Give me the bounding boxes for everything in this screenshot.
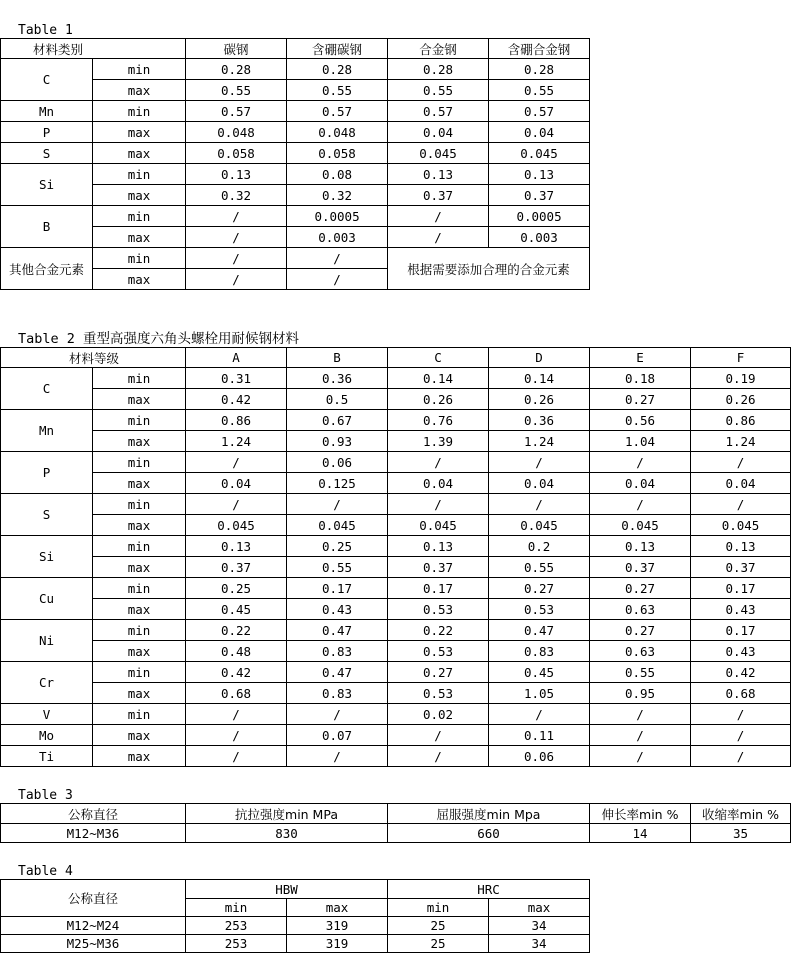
value-cell: 0.07 <box>287 725 388 746</box>
value-cell: 0.045 <box>388 143 489 164</box>
table4-cell: M12~M24 <box>1 917 186 935</box>
value-cell: 0.04 <box>489 473 590 494</box>
value-cell: 1.05 <box>489 683 590 704</box>
value-cell: 0.37 <box>590 557 691 578</box>
table2-col-header: F <box>691 348 791 368</box>
value-cell: 1.24 <box>691 431 791 452</box>
table1-composition <box>0 38 590 290</box>
table4-cell: 34 <box>489 935 590 953</box>
value-cell: 0.18 <box>590 368 691 389</box>
value-cell: 0.53 <box>388 683 489 704</box>
value-cell: 0.17 <box>287 578 388 599</box>
table1-col-header: 含硼合金钢 <box>489 39 590 59</box>
bound-label: min <box>93 536 186 557</box>
table3-cell: 660 <box>388 824 590 843</box>
value-cell: 0.058 <box>287 143 388 164</box>
value-cell: 0.13 <box>489 164 590 185</box>
bound-label: min <box>93 704 186 725</box>
value-cell: / <box>287 248 388 269</box>
value-cell: 0.57 <box>287 101 388 122</box>
value-cell: 0.045 <box>287 515 388 536</box>
value-cell: 0.45 <box>186 599 287 620</box>
value-cell: 0.56 <box>590 410 691 431</box>
value-cell: 0.04 <box>388 122 489 143</box>
table3-mechanical <box>0 803 791 843</box>
table3-col-header: 伸长率min % <box>590 804 691 824</box>
value-cell: 0.53 <box>388 599 489 620</box>
table-row <box>1 599 791 620</box>
table3-col-header: 公称直径 <box>1 804 186 824</box>
value-cell: 0.36 <box>489 410 590 431</box>
value-cell: 0.22 <box>186 620 287 641</box>
bound-label: max <box>93 122 186 143</box>
element-label: P <box>1 122 93 143</box>
value-cell: 0.53 <box>489 599 590 620</box>
value-cell: 0.08 <box>287 164 388 185</box>
value-cell: 0.83 <box>287 641 388 662</box>
value-cell: / <box>691 704 791 725</box>
bound-label: max <box>93 515 186 536</box>
table-row <box>1 494 791 515</box>
value-cell: 0.32 <box>186 185 287 206</box>
value-cell: 0.83 <box>489 641 590 662</box>
value-cell: 0.55 <box>186 80 287 101</box>
value-cell: 0.28 <box>489 59 590 80</box>
value-cell: / <box>388 725 489 746</box>
value-cell: / <box>186 725 287 746</box>
table2-col-header: B <box>287 348 388 368</box>
value-cell: 0.42 <box>186 389 287 410</box>
value-cell: / <box>287 704 388 725</box>
element-label: Mo <box>1 725 93 746</box>
table-row <box>1 59 590 80</box>
table2-col-header: D <box>489 348 590 368</box>
value-cell: 0.37 <box>489 185 590 206</box>
bound-label: max <box>93 227 186 248</box>
bound-label: max <box>93 725 186 746</box>
value-cell: 0.003 <box>489 227 590 248</box>
bound-label: min <box>93 164 186 185</box>
bound-label: max <box>93 80 186 101</box>
table4-caption: Table 4 <box>18 864 73 879</box>
value-cell: / <box>590 725 691 746</box>
value-cell: 0.28 <box>287 59 388 80</box>
bound-label: max <box>93 683 186 704</box>
table2-composition <box>0 347 791 767</box>
value-cell: 1.24 <box>186 431 287 452</box>
bound-label: min <box>93 662 186 683</box>
value-cell: 0.37 <box>388 557 489 578</box>
table4-sub-header: max <box>489 899 590 917</box>
value-cell: 0.11 <box>489 725 590 746</box>
element-label: Ti <box>1 746 93 767</box>
bound-label: max <box>93 143 186 164</box>
value-cell: 0.045 <box>691 515 791 536</box>
table-row <box>1 431 791 452</box>
table1-col-header: 含硼碳钢 <box>287 39 388 59</box>
table4-dia-header: 公称直径 <box>1 880 186 917</box>
table-row <box>1 473 791 494</box>
table4-cell: 319 <box>287 917 388 935</box>
table-row <box>1 536 791 557</box>
table3-cell: 830 <box>186 824 388 843</box>
bound-label: max <box>93 389 186 410</box>
table-row <box>1 389 791 410</box>
table2-col-header: A <box>186 348 287 368</box>
table4-cell: M25~M36 <box>1 935 186 953</box>
table3-col-header: 收缩率min % <box>691 804 791 824</box>
value-cell: / <box>489 704 590 725</box>
table-row <box>1 620 791 641</box>
value-cell: 0.63 <box>590 599 691 620</box>
value-cell: 0.28 <box>186 59 287 80</box>
value-cell: 0.048 <box>287 122 388 143</box>
value-cell: 0.27 <box>388 662 489 683</box>
value-cell: 0.27 <box>590 389 691 410</box>
value-cell: 0.14 <box>489 368 590 389</box>
value-cell: 0.19 <box>691 368 791 389</box>
value-cell: 0.045 <box>388 515 489 536</box>
value-cell: 0.25 <box>287 536 388 557</box>
bound-label: max <box>93 185 186 206</box>
table-row <box>1 641 791 662</box>
element-label: P <box>1 452 93 494</box>
value-cell: 0.42 <box>186 662 287 683</box>
bound-label: max <box>93 557 186 578</box>
bound-label: max <box>93 746 186 767</box>
value-cell: / <box>186 494 287 515</box>
table-row <box>1 578 791 599</box>
table4-cell: 34 <box>489 917 590 935</box>
bound-label: min <box>93 368 186 389</box>
element-label: Si <box>1 536 93 578</box>
table-row <box>1 410 791 431</box>
value-cell: 0.058 <box>186 143 287 164</box>
value-cell: 0.68 <box>691 683 791 704</box>
value-cell: / <box>186 227 287 248</box>
value-cell: 0.76 <box>388 410 489 431</box>
table-row <box>1 368 791 389</box>
table-row <box>1 515 791 536</box>
value-cell: 0.13 <box>590 536 691 557</box>
value-cell: 0.55 <box>489 557 590 578</box>
bound-label: min <box>93 494 186 515</box>
value-cell: 0.67 <box>287 410 388 431</box>
value-cell: 0.048 <box>186 122 287 143</box>
bound-label: max <box>93 431 186 452</box>
table-row <box>1 704 791 725</box>
table4-cell: 253 <box>186 935 287 953</box>
value-cell: / <box>489 452 590 473</box>
value-cell: 0.22 <box>388 620 489 641</box>
table4-cell: 25 <box>388 935 489 953</box>
table4-cell: 319 <box>287 935 388 953</box>
value-cell: 0.32 <box>287 185 388 206</box>
value-cell: 0.045 <box>489 143 590 164</box>
table3-col-header: 屈服强度min Mpa <box>388 804 590 824</box>
table-row <box>1 452 791 473</box>
value-cell: 1.04 <box>590 431 691 452</box>
value-cell: 0.47 <box>489 620 590 641</box>
table2-col-header: E <box>590 348 691 368</box>
bound-label: min <box>93 59 186 80</box>
value-cell: / <box>186 248 287 269</box>
value-cell: / <box>691 746 791 767</box>
table4-sub-header: min <box>186 899 287 917</box>
value-cell: / <box>388 494 489 515</box>
value-cell: / <box>287 269 388 290</box>
element-label: C <box>1 59 93 101</box>
table4-hardness <box>0 879 590 953</box>
element-label: Mn <box>1 101 93 122</box>
table-row <box>1 725 791 746</box>
value-cell: 0.25 <box>186 578 287 599</box>
value-cell: 0.26 <box>691 389 791 410</box>
value-cell: / <box>186 452 287 473</box>
value-cell: 0.57 <box>489 101 590 122</box>
table3-cell: 14 <box>590 824 691 843</box>
bound-label: min <box>93 410 186 431</box>
element-label: Ni <box>1 620 93 662</box>
table4-sub-header: min <box>388 899 489 917</box>
value-cell: / <box>186 206 287 227</box>
table4-sub-header: max <box>287 899 388 917</box>
value-cell: 0.31 <box>186 368 287 389</box>
value-cell: 0.43 <box>691 599 791 620</box>
table3-cell: 35 <box>691 824 791 843</box>
value-cell: 0.37 <box>691 557 791 578</box>
value-cell: 0.04 <box>489 122 590 143</box>
value-cell: 0.53 <box>388 641 489 662</box>
value-cell: 0.43 <box>287 599 388 620</box>
value-cell: / <box>489 494 590 515</box>
other-alloy-label: 其他合金元素 <box>1 248 93 290</box>
value-cell: 1.39 <box>388 431 489 452</box>
table3-col-header: 抗拉强度min MPa <box>186 804 388 824</box>
value-cell: 0.0005 <box>489 206 590 227</box>
bound-label: min <box>93 620 186 641</box>
value-cell: 0.45 <box>489 662 590 683</box>
bound-label: max <box>93 641 186 662</box>
element-label: B <box>1 206 93 248</box>
value-cell: 0.27 <box>590 578 691 599</box>
value-cell: 0.14 <box>388 368 489 389</box>
value-cell: 0.04 <box>691 473 791 494</box>
table2-col-header: C <box>388 348 489 368</box>
bound-label: max <box>93 269 186 290</box>
value-cell: 0.13 <box>186 164 287 185</box>
value-cell: 0.06 <box>287 452 388 473</box>
other-alloy-note: 根据需要添加合理的合金元素 <box>388 248 590 290</box>
value-cell: 0.55 <box>590 662 691 683</box>
value-cell: / <box>388 227 489 248</box>
value-cell: 0.04 <box>590 473 691 494</box>
value-cell: 0.0005 <box>287 206 388 227</box>
element-label: C <box>1 368 93 410</box>
value-cell: 0.43 <box>691 641 791 662</box>
value-cell: 0.93 <box>287 431 388 452</box>
table-row <box>1 662 791 683</box>
value-cell: 0.55 <box>388 80 489 101</box>
value-cell: 0.13 <box>388 536 489 557</box>
element-label: V <box>1 704 93 725</box>
bound-label: min <box>93 248 186 269</box>
value-cell: 0.27 <box>489 578 590 599</box>
bound-label: min <box>93 452 186 473</box>
value-cell: / <box>691 494 791 515</box>
element-label: Cu <box>1 578 93 620</box>
bound-label: min <box>93 578 186 599</box>
value-cell: 0.26 <box>489 389 590 410</box>
value-cell: 0.06 <box>489 746 590 767</box>
value-cell: 0.13 <box>691 536 791 557</box>
table-row <box>1 683 791 704</box>
value-cell: 0.17 <box>388 578 489 599</box>
value-cell: / <box>388 206 489 227</box>
table-row <box>1 143 590 164</box>
value-cell: 0.04 <box>388 473 489 494</box>
value-cell: 0.47 <box>287 662 388 683</box>
value-cell: 0.17 <box>691 578 791 599</box>
value-cell: / <box>388 746 489 767</box>
value-cell: 0.48 <box>186 641 287 662</box>
table3-cell: M12~M36 <box>1 824 186 843</box>
value-cell: / <box>186 746 287 767</box>
table-row <box>1 164 590 185</box>
value-cell: / <box>186 269 287 290</box>
table-row <box>1 746 791 767</box>
value-cell: 0.045 <box>489 515 590 536</box>
table4-cell: 25 <box>388 917 489 935</box>
value-cell: 0.57 <box>388 101 489 122</box>
value-cell: / <box>691 452 791 473</box>
value-cell: 0.17 <box>691 620 791 641</box>
value-cell: / <box>388 452 489 473</box>
table1-col-header: 合金钢 <box>388 39 489 59</box>
value-cell: / <box>287 494 388 515</box>
table-row <box>1 248 590 269</box>
table1-corner-header: 材料类别 <box>1 39 186 59</box>
value-cell: / <box>691 725 791 746</box>
table4-cell: 253 <box>186 917 287 935</box>
value-cell: 0.13 <box>186 536 287 557</box>
value-cell: / <box>287 746 388 767</box>
bound-label: min <box>93 101 186 122</box>
value-cell: 0.55 <box>287 557 388 578</box>
value-cell: 0.045 <box>590 515 691 536</box>
table4-group-header: HRC <box>388 880 590 899</box>
value-cell: / <box>590 452 691 473</box>
value-cell: 1.24 <box>489 431 590 452</box>
value-cell: / <box>590 704 691 725</box>
value-cell: 0.125 <box>287 473 388 494</box>
element-label: S <box>1 143 93 164</box>
table-row <box>1 557 791 578</box>
element-label: Si <box>1 164 93 206</box>
value-cell: 0.47 <box>287 620 388 641</box>
bound-label: max <box>93 599 186 620</box>
value-cell: 0.36 <box>287 368 388 389</box>
value-cell: 0.02 <box>388 704 489 725</box>
value-cell: 0.27 <box>590 620 691 641</box>
value-cell: 0.57 <box>186 101 287 122</box>
table2-corner-header: 材料等级 <box>1 348 186 368</box>
element-label: Cr <box>1 662 93 704</box>
value-cell: 0.13 <box>388 164 489 185</box>
value-cell: 0.003 <box>287 227 388 248</box>
value-cell: 0.37 <box>388 185 489 206</box>
value-cell: 0.86 <box>186 410 287 431</box>
value-cell: / <box>590 746 691 767</box>
value-cell: 0.045 <box>186 515 287 536</box>
value-cell: 0.55 <box>489 80 590 101</box>
value-cell: 0.04 <box>186 473 287 494</box>
table1-caption: Table 1 <box>18 23 73 38</box>
table2-caption: Table 2 重型高强度六角头螺栓用耐候钢材料 <box>18 331 300 347</box>
bound-label: max <box>93 473 186 494</box>
value-cell: / <box>186 704 287 725</box>
value-cell: 0.55 <box>287 80 388 101</box>
bound-label: min <box>93 206 186 227</box>
value-cell: 0.83 <box>287 683 388 704</box>
value-cell: / <box>590 494 691 515</box>
value-cell: 0.37 <box>186 557 287 578</box>
table4-group-header: HBW <box>186 880 388 899</box>
table1-col-header: 碳钢 <box>186 39 287 59</box>
value-cell: 0.26 <box>388 389 489 410</box>
element-label: S <box>1 494 93 536</box>
value-cell: 0.95 <box>590 683 691 704</box>
table-row <box>1 206 590 227</box>
value-cell: 0.2 <box>489 536 590 557</box>
table-row <box>1 122 590 143</box>
value-cell: 0.63 <box>590 641 691 662</box>
value-cell: 0.28 <box>388 59 489 80</box>
value-cell: 0.42 <box>691 662 791 683</box>
element-label: Mn <box>1 410 93 452</box>
table-row <box>1 101 590 122</box>
value-cell: 0.86 <box>691 410 791 431</box>
table3-caption: Table 3 <box>18 788 73 803</box>
value-cell: 0.68 <box>186 683 287 704</box>
value-cell: 0.5 <box>287 389 388 410</box>
